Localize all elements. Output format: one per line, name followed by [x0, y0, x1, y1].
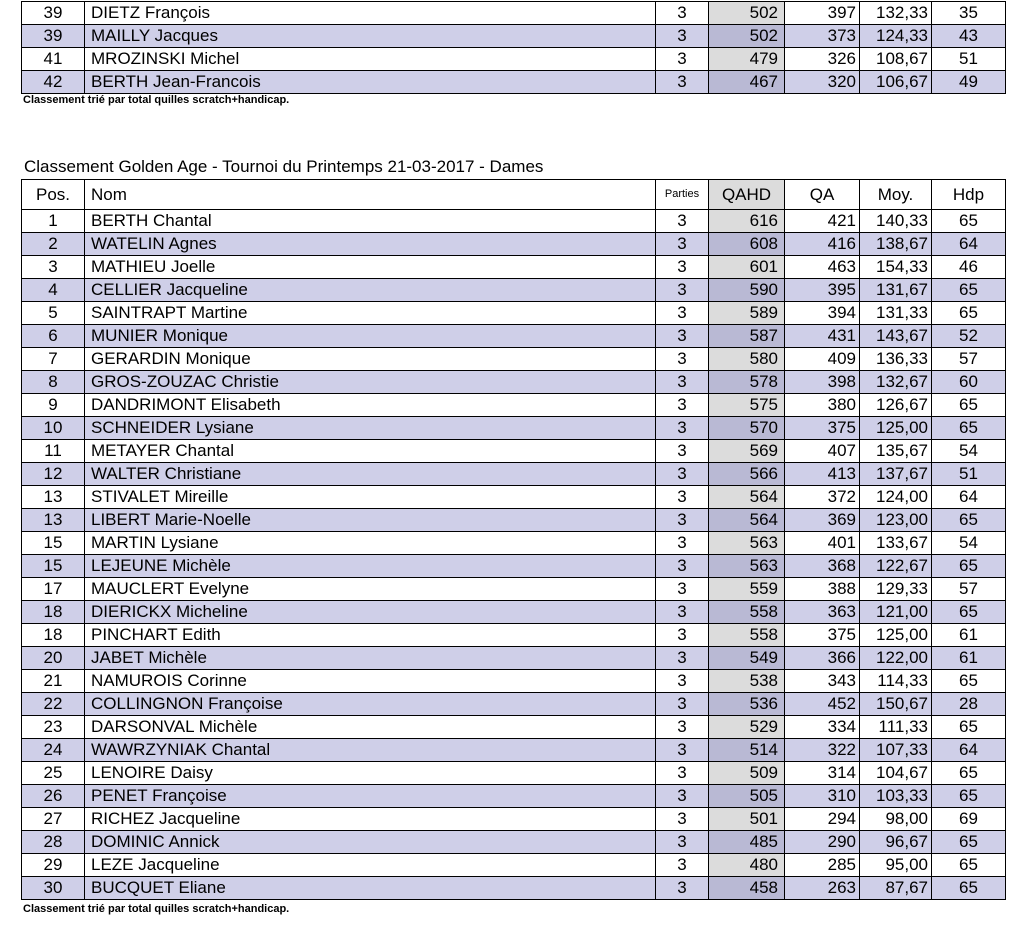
table-row: [22, 762, 1006, 785]
cell-pos: 39: [22, 2, 85, 25]
cell-qa: 388: [785, 578, 860, 601]
cell-moy: 136,33: [860, 348, 932, 371]
cell-parties: 3: [656, 762, 709, 785]
cell-qahd: 575: [709, 394, 785, 417]
cell-parties: 3: [656, 624, 709, 647]
table-row: [22, 486, 1006, 509]
cell-hdp: 35: [932, 2, 1006, 25]
cell-moy: 96,67: [860, 831, 932, 854]
cell-qa: 322: [785, 739, 860, 762]
cell-name: BERTH Chantal: [85, 210, 656, 233]
cell-qa: 369: [785, 509, 860, 532]
table-header-row: [22, 180, 1006, 210]
cell-hdp: 65: [932, 854, 1006, 877]
table-row: [22, 233, 1006, 256]
cell-name: GERARDIN Monique: [85, 348, 656, 371]
cell-name: CELLIER Jacqueline: [85, 279, 656, 302]
cell-qahd: 566: [709, 463, 785, 486]
table-row: [22, 785, 1006, 808]
cell-hdp: 60: [932, 371, 1006, 394]
cell-pos: 24: [22, 739, 85, 762]
table-row: [22, 440, 1006, 463]
cell-qahd: 589: [709, 302, 785, 325]
cell-name: PINCHART Edith: [85, 624, 656, 647]
cell-name: DARSONVAL Michèle: [85, 716, 656, 739]
cell-qahd: 538: [709, 670, 785, 693]
cell-qahd: 608: [709, 233, 785, 256]
cell-name: DANDRIMONT Elisabeth: [85, 394, 656, 417]
cell-qahd: 590: [709, 279, 785, 302]
cell-moy: 124,33: [860, 25, 932, 48]
cell-qa: 290: [785, 831, 860, 854]
cell-parties: 3: [656, 2, 709, 25]
cell-parties: 3: [656, 486, 709, 509]
cell-qa: 397: [785, 2, 860, 25]
cell-pos: 18: [22, 601, 85, 624]
header-parties: Parties: [656, 180, 709, 210]
cell-moy: 95,00: [860, 854, 932, 877]
cell-moy: 154,33: [860, 256, 932, 279]
cell-pos: 42: [22, 71, 85, 94]
cell-moy: 133,67: [860, 532, 932, 555]
cell-moy: 104,67: [860, 762, 932, 785]
header-moy: Moy.: [860, 180, 932, 210]
cell-hdp: 65: [932, 509, 1006, 532]
cell-hdp: 51: [932, 48, 1006, 71]
cell-name: MUNIER Monique: [85, 325, 656, 348]
cell-qahd: 549: [709, 647, 785, 670]
cell-qa: 394: [785, 302, 860, 325]
cell-qahd: 509: [709, 762, 785, 785]
cell-moy: 87,67: [860, 877, 932, 900]
table-row: [22, 302, 1006, 325]
cell-qa: 320: [785, 71, 860, 94]
cell-hdp: 69: [932, 808, 1006, 831]
cell-qa: 463: [785, 256, 860, 279]
cell-pos: 41: [22, 48, 85, 71]
cell-hdp: 65: [932, 716, 1006, 739]
cell-pos: 28: [22, 831, 85, 854]
cell-moy: 124,00: [860, 486, 932, 509]
cell-moy: 107,33: [860, 739, 932, 762]
cell-moy: 143,67: [860, 325, 932, 348]
cell-hdp: 65: [932, 394, 1006, 417]
cell-pos: 20: [22, 647, 85, 670]
cell-qa: 398: [785, 371, 860, 394]
cell-qa: 363: [785, 601, 860, 624]
cell-qa: 452: [785, 693, 860, 716]
cell-name: STIVALET Mireille: [85, 486, 656, 509]
cell-name: DOMINIC Annick: [85, 831, 656, 854]
cell-parties: 3: [656, 555, 709, 578]
cell-qahd: 467: [709, 71, 785, 94]
cell-parties: 3: [656, 670, 709, 693]
cell-name: JABET Michèle: [85, 647, 656, 670]
cell-parties: 3: [656, 233, 709, 256]
cell-moy: 108,67: [860, 48, 932, 71]
cell-hdp: 49: [932, 71, 1006, 94]
cell-hdp: 43: [932, 25, 1006, 48]
cell-qa: 413: [785, 463, 860, 486]
table-row: [22, 808, 1006, 831]
cell-qa: 285: [785, 854, 860, 877]
cell-parties: 3: [656, 739, 709, 762]
cell-qa: 401: [785, 532, 860, 555]
cell-name: LIBERT Marie-Noelle: [85, 509, 656, 532]
cell-moy: 132,67: [860, 371, 932, 394]
cell-pos: 15: [22, 555, 85, 578]
cell-hdp: 57: [932, 578, 1006, 601]
cell-pos: 1: [22, 210, 85, 233]
table-row: [22, 509, 1006, 532]
cell-qa: 421: [785, 210, 860, 233]
table-row: [22, 601, 1006, 624]
header-name: Nom: [85, 180, 656, 210]
table-row: [22, 394, 1006, 417]
cell-moy: 126,67: [860, 394, 932, 417]
cell-qahd: 536: [709, 693, 785, 716]
cell-parties: 3: [656, 463, 709, 486]
header-qahd: QAHD: [709, 180, 785, 210]
cell-parties: 3: [656, 509, 709, 532]
cell-hdp: 61: [932, 647, 1006, 670]
cell-qahd: 458: [709, 877, 785, 900]
header-pos: Pos.: [22, 180, 85, 210]
cell-pos: 10: [22, 417, 85, 440]
cell-hdp: 61: [932, 624, 1006, 647]
dames-sort-note: Classement trié par total quilles scratch+handicap.: [23, 903, 290, 915]
cell-hdp: 65: [932, 302, 1006, 325]
cell-hdp: 54: [932, 440, 1006, 463]
cell-moy: 111,33: [860, 716, 932, 739]
cell-hdp: 54: [932, 532, 1006, 555]
cell-moy: 140,33: [860, 210, 932, 233]
table-row: [22, 25, 1006, 48]
cell-qahd: 570: [709, 417, 785, 440]
dames-ranking-table: [21, 179, 1006, 900]
cell-parties: 3: [656, 25, 709, 48]
cell-moy: 137,67: [860, 463, 932, 486]
cell-qahd: 558: [709, 624, 785, 647]
cell-qa: 366: [785, 647, 860, 670]
cell-parties: 3: [656, 785, 709, 808]
table-row: [22, 210, 1006, 233]
header-qa: QA: [785, 180, 860, 210]
cell-name: LENOIRE Daisy: [85, 762, 656, 785]
cell-parties: 3: [656, 716, 709, 739]
table-row: [22, 578, 1006, 601]
cell-hdp: 51: [932, 463, 1006, 486]
table-row: [22, 854, 1006, 877]
cell-name: RICHEZ Jacqueline: [85, 808, 656, 831]
cell-qahd: 502: [709, 25, 785, 48]
cell-moy: 106,67: [860, 71, 932, 94]
table-row: [22, 417, 1006, 440]
cell-qahd: 616: [709, 210, 785, 233]
top-ranking-body: [22, 2, 1006, 94]
cell-qa: 343: [785, 670, 860, 693]
cell-name: MARTIN Lysiane: [85, 532, 656, 555]
cell-qa: 395: [785, 279, 860, 302]
cell-moy: 122,67: [860, 555, 932, 578]
cell-qa: 326: [785, 48, 860, 71]
cell-moy: 135,67: [860, 440, 932, 463]
table-row: [22, 831, 1006, 854]
cell-parties: 3: [656, 325, 709, 348]
cell-qahd: 485: [709, 831, 785, 854]
table-row: [22, 716, 1006, 739]
dames-ranking-body: [22, 210, 1006, 900]
table-row: [22, 647, 1006, 670]
cell-hdp: 57: [932, 348, 1006, 371]
cell-pos: 17: [22, 578, 85, 601]
cell-pos: 13: [22, 486, 85, 509]
cell-hdp: 52: [932, 325, 1006, 348]
cell-pos: 3: [22, 256, 85, 279]
cell-parties: 3: [656, 71, 709, 94]
cell-parties: 3: [656, 256, 709, 279]
cell-hdp: 65: [932, 210, 1006, 233]
cell-qahd: 559: [709, 578, 785, 601]
table-row: [22, 71, 1006, 94]
cell-parties: 3: [656, 532, 709, 555]
cell-name: WALTER Christiane: [85, 463, 656, 486]
cell-pos: 9: [22, 394, 85, 417]
cell-moy: 131,33: [860, 302, 932, 325]
cell-pos: 6: [22, 325, 85, 348]
cell-qa: 368: [785, 555, 860, 578]
cell-pos: 7: [22, 348, 85, 371]
cell-pos: 27: [22, 808, 85, 831]
cell-name: MATHIEU Joelle: [85, 256, 656, 279]
header-hdp: Hdp: [932, 180, 1006, 210]
cell-name: MROZINSKI Michel: [85, 48, 656, 71]
cell-qahd: 563: [709, 555, 785, 578]
cell-qahd: 529: [709, 716, 785, 739]
cell-qahd: 578: [709, 371, 785, 394]
cell-name: SCHNEIDER Lysiane: [85, 417, 656, 440]
table-row: [22, 2, 1006, 25]
cell-moy: 123,00: [860, 509, 932, 532]
cell-qa: 310: [785, 785, 860, 808]
cell-name: METAYER Chantal: [85, 440, 656, 463]
cell-qa: 407: [785, 440, 860, 463]
cell-parties: 3: [656, 578, 709, 601]
cell-hdp: 65: [932, 785, 1006, 808]
cell-qa: 372: [785, 486, 860, 509]
table-row: [22, 555, 1006, 578]
cell-qahd: 563: [709, 532, 785, 555]
cell-parties: 3: [656, 440, 709, 463]
top-ranking-table: [21, 1, 1006, 94]
cell-parties: 3: [656, 371, 709, 394]
cell-qa: 409: [785, 348, 860, 371]
table-row: [22, 279, 1006, 302]
cell-pos: 25: [22, 762, 85, 785]
table-row: [22, 463, 1006, 486]
cell-pos: 21: [22, 670, 85, 693]
cell-hdp: 28: [932, 693, 1006, 716]
cell-name: NAMUROIS Corinne: [85, 670, 656, 693]
top-sort-note: Classement trié par total quilles scratch+handicap.: [23, 94, 290, 106]
cell-parties: 3: [656, 877, 709, 900]
table-row: [22, 693, 1006, 716]
cell-qa: 294: [785, 808, 860, 831]
cell-qahd: 479: [709, 48, 785, 71]
cell-qahd: 580: [709, 348, 785, 371]
table-row: [22, 371, 1006, 394]
cell-moy: 125,00: [860, 624, 932, 647]
cell-pos: 4: [22, 279, 85, 302]
cell-pos: 12: [22, 463, 85, 486]
cell-hdp: 65: [932, 670, 1006, 693]
cell-qahd: 564: [709, 509, 785, 532]
cell-hdp: 64: [932, 233, 1006, 256]
cell-name: COLLINGNON Françoise: [85, 693, 656, 716]
cell-qahd: 502: [709, 2, 785, 25]
cell-parties: 3: [656, 302, 709, 325]
cell-name: GROS-ZOUZAC Christie: [85, 371, 656, 394]
cell-pos: 30: [22, 877, 85, 900]
cell-pos: 5: [22, 302, 85, 325]
cell-moy: 103,33: [860, 785, 932, 808]
cell-qahd: 601: [709, 256, 785, 279]
cell-name: MAILLY Jacques: [85, 25, 656, 48]
cell-qa: 334: [785, 716, 860, 739]
cell-parties: 3: [656, 394, 709, 417]
cell-name: LEZE Jacqueline: [85, 854, 656, 877]
cell-hdp: 46: [932, 256, 1006, 279]
cell-parties: 3: [656, 831, 709, 854]
cell-pos: 13: [22, 509, 85, 532]
cell-qahd: 569: [709, 440, 785, 463]
cell-qa: 375: [785, 624, 860, 647]
table-row: [22, 256, 1006, 279]
cell-moy: 114,33: [860, 670, 932, 693]
table-row: [22, 532, 1006, 555]
cell-pos: 29: [22, 854, 85, 877]
cell-parties: 3: [656, 601, 709, 624]
cell-qahd: 587: [709, 325, 785, 348]
cell-name: WATELIN Agnes: [85, 233, 656, 256]
cell-moy: 132,33: [860, 2, 932, 25]
page-title: Classement Golden Age - Tournoi du Printemps 21-03-2017 - Dames: [24, 157, 544, 176]
cell-moy: 131,67: [860, 279, 932, 302]
cell-pos: 18: [22, 624, 85, 647]
cell-name: BUCQUET Eliane: [85, 877, 656, 900]
cell-parties: 3: [656, 279, 709, 302]
cell-pos: 26: [22, 785, 85, 808]
cell-moy: 121,00: [860, 601, 932, 624]
cell-qahd: 558: [709, 601, 785, 624]
cell-moy: 98,00: [860, 808, 932, 831]
cell-parties: 3: [656, 693, 709, 716]
cell-moy: 150,67: [860, 693, 932, 716]
cell-qa: 380: [785, 394, 860, 417]
cell-hdp: 65: [932, 417, 1006, 440]
cell-hdp: 64: [932, 739, 1006, 762]
cell-pos: 8: [22, 371, 85, 394]
cell-parties: 3: [656, 808, 709, 831]
cell-hdp: 65: [932, 762, 1006, 785]
cell-qa: 416: [785, 233, 860, 256]
cell-moy: 122,00: [860, 647, 932, 670]
cell-pos: 23: [22, 716, 85, 739]
cell-hdp: 65: [932, 555, 1006, 578]
cell-pos: 22: [22, 693, 85, 716]
cell-name: WAWRZYNIAK Chantal: [85, 739, 656, 762]
table-row: [22, 48, 1006, 71]
cell-name: LEJEUNE Michèle: [85, 555, 656, 578]
cell-qahd: 505: [709, 785, 785, 808]
cell-pos: 15: [22, 532, 85, 555]
cell-hdp: 65: [932, 601, 1006, 624]
cell-moy: 138,67: [860, 233, 932, 256]
cell-hdp: 65: [932, 877, 1006, 900]
cell-qahd: 501: [709, 808, 785, 831]
cell-hdp: 65: [932, 831, 1006, 854]
cell-qahd: 514: [709, 739, 785, 762]
cell-pos: 2: [22, 233, 85, 256]
table-row: [22, 348, 1006, 371]
table-row: [22, 325, 1006, 348]
cell-parties: 3: [656, 210, 709, 233]
cell-moy: 129,33: [860, 578, 932, 601]
cell-moy: 125,00: [860, 417, 932, 440]
cell-qahd: 564: [709, 486, 785, 509]
cell-qa: 375: [785, 417, 860, 440]
table-row: [22, 877, 1006, 900]
cell-parties: 3: [656, 854, 709, 877]
cell-name: DIERICKX Micheline: [85, 601, 656, 624]
cell-parties: 3: [656, 48, 709, 71]
cell-qahd: 480: [709, 854, 785, 877]
cell-qa: 263: [785, 877, 860, 900]
cell-hdp: 65: [932, 279, 1006, 302]
cell-parties: 3: [656, 647, 709, 670]
cell-name: SAINTRAPT Martine: [85, 302, 656, 325]
table-row: [22, 670, 1006, 693]
cell-name: PENET Françoise: [85, 785, 656, 808]
cell-pos: 39: [22, 25, 85, 48]
cell-parties: 3: [656, 348, 709, 371]
cell-name: MAUCLERT Evelyne: [85, 578, 656, 601]
cell-pos: 11: [22, 440, 85, 463]
cell-qa: 314: [785, 762, 860, 785]
cell-qa: 373: [785, 25, 860, 48]
cell-name: BERTH Jean-Francois: [85, 71, 656, 94]
cell-qa: 431: [785, 325, 860, 348]
table-row: [22, 624, 1006, 647]
cell-hdp: 64: [932, 486, 1006, 509]
table-row: [22, 739, 1006, 762]
cell-parties: 3: [656, 417, 709, 440]
cell-name: DIETZ François: [85, 2, 656, 25]
